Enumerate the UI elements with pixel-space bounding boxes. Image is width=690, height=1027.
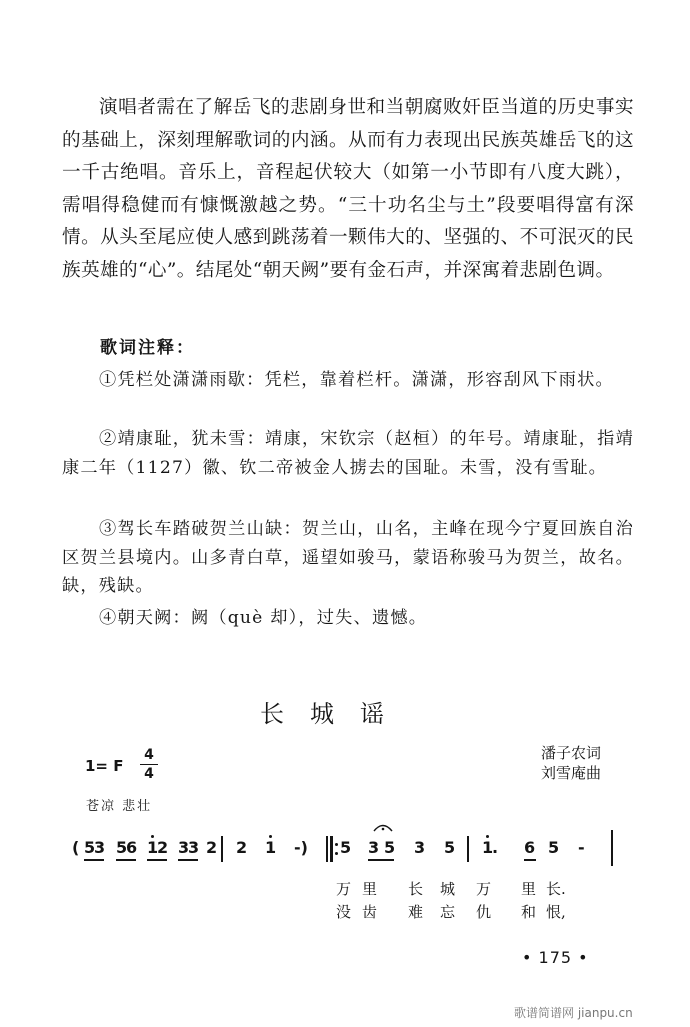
note-token: . [492, 838, 499, 857]
barline [611, 830, 613, 866]
notes-title: 歌词注释： [100, 338, 195, 358]
note-token: ( [72, 838, 80, 857]
note-token: 1 [265, 838, 277, 857]
lyric-char: 恨, [546, 903, 566, 921]
note-token: - [578, 838, 585, 857]
note-token: 3 [178, 838, 190, 857]
lyric-char: 忘 [440, 903, 456, 921]
note-token: 2 [236, 838, 248, 857]
lyric-char: 仇 [476, 903, 492, 921]
note-token: 5 [84, 838, 96, 857]
note-token: 6 [524, 838, 536, 857]
body-paragraph: 演唱者需在了解岳飞的悲剧身世和当朝腐败奸臣当道的历史事实的基础上，深刻理解歌词的内涵。从而有力表现出民族英雄岳飞的这一千古绝唱。音乐上，音程起伏较大（如第一小节即有八度大跳），需唱得稳健而有慷慨激越之势。“三十功名尘与土”段要唱得富有深情。从头至尾应使人感到跳荡着一颗伟大的、坚强的、不可泯灭的民族英雄的“心”。结尾处“朝天阙”要有金石声，并深寓着悲剧色调。 [62, 97, 634, 281]
song-title: 长城谣 [260, 700, 410, 728]
note-token: -) [294, 838, 308, 857]
note-2: ②靖康耻，犹未雪：靖康，宋钦宗（赵桓）的年号。靖康耻，指靖康二年（1127）徽、钦二帝被金人掳去的国耻。未雪，没有雪耻。 [62, 429, 634, 478]
key-signature: 1= F [85, 757, 124, 775]
note-token: 3 [368, 838, 380, 857]
repeat-dot [335, 843, 338, 846]
lyric-char: 齿 [362, 903, 378, 921]
note-token: 3 [188, 838, 200, 857]
meter-bar [140, 764, 158, 765]
note-token: 3 [414, 838, 426, 857]
note-token: 5 [384, 838, 396, 857]
note-token: 2 [157, 838, 169, 857]
lyric-char: 万 [476, 880, 492, 898]
underline-beam [84, 859, 104, 861]
note-token: 6 [126, 838, 138, 857]
underline-beam [368, 859, 394, 861]
repeat-dot [335, 852, 338, 855]
repeat-barline [330, 836, 333, 862]
site-watermark: 歌谱简谱网 jianpu.cn [514, 1006, 633, 1020]
lyric-char: 里 [521, 880, 537, 898]
composer-credit: 刘雪庵曲 [541, 764, 602, 782]
repeat-barline [326, 836, 328, 862]
note-token: 1 [482, 838, 494, 857]
meter-bottom: 4 [144, 766, 154, 782]
note-token: 1 [147, 838, 159, 857]
lyric-char: 没 [336, 903, 352, 921]
note-token: 5 [116, 838, 128, 857]
page-number: • 175 • [522, 948, 589, 967]
note-token: 5 [548, 838, 560, 857]
underline-beam [178, 859, 198, 861]
note-token: 5 [444, 838, 456, 857]
note-1: ①凭栏处潇潇雨歇：凭栏，靠着栏杆。潇潇，形容刮风下雨状。 [99, 370, 614, 390]
underline-beam [116, 859, 136, 861]
underline-beam [147, 859, 167, 861]
lyric-char: 城 [440, 880, 456, 898]
fermata-mark [372, 820, 394, 832]
lyric-char: 难 [408, 903, 424, 921]
note-4: ④朝天阙：阙（què 却），过失、遗憾。 [99, 608, 428, 628]
barline [221, 836, 223, 862]
lyric-char: 长. [546, 880, 566, 898]
barline [467, 836, 469, 862]
lyric-char: 里 [362, 880, 378, 898]
notation-line [72, 832, 632, 876]
note-token: 5 [340, 838, 352, 857]
octave-dot [151, 835, 154, 838]
octave-dot [486, 835, 489, 838]
meter-top: 4 [144, 747, 154, 763]
note-token: 3 [94, 838, 106, 857]
lyric-char: 和 [521, 903, 537, 921]
lyric-char: 长 [408, 880, 424, 898]
lyricist-credit: 潘子农词 [541, 744, 602, 762]
octave-dot [269, 835, 272, 838]
underline-beam [524, 859, 536, 861]
lyric-char: 万 [336, 880, 352, 898]
note-token: 2 [206, 838, 218, 857]
expression-marking: 苍凉 悲壮 [86, 799, 153, 814]
note-3: ③驾长车踏破贺兰山缺：贺兰山，山名，主峰在现今宁夏回族自治区贺兰县境内。山多青白草，遥望如骏马，蒙语称骏马为贺兰，故名。缺，残缺。 [62, 519, 634, 596]
time-signature [140, 747, 158, 782]
